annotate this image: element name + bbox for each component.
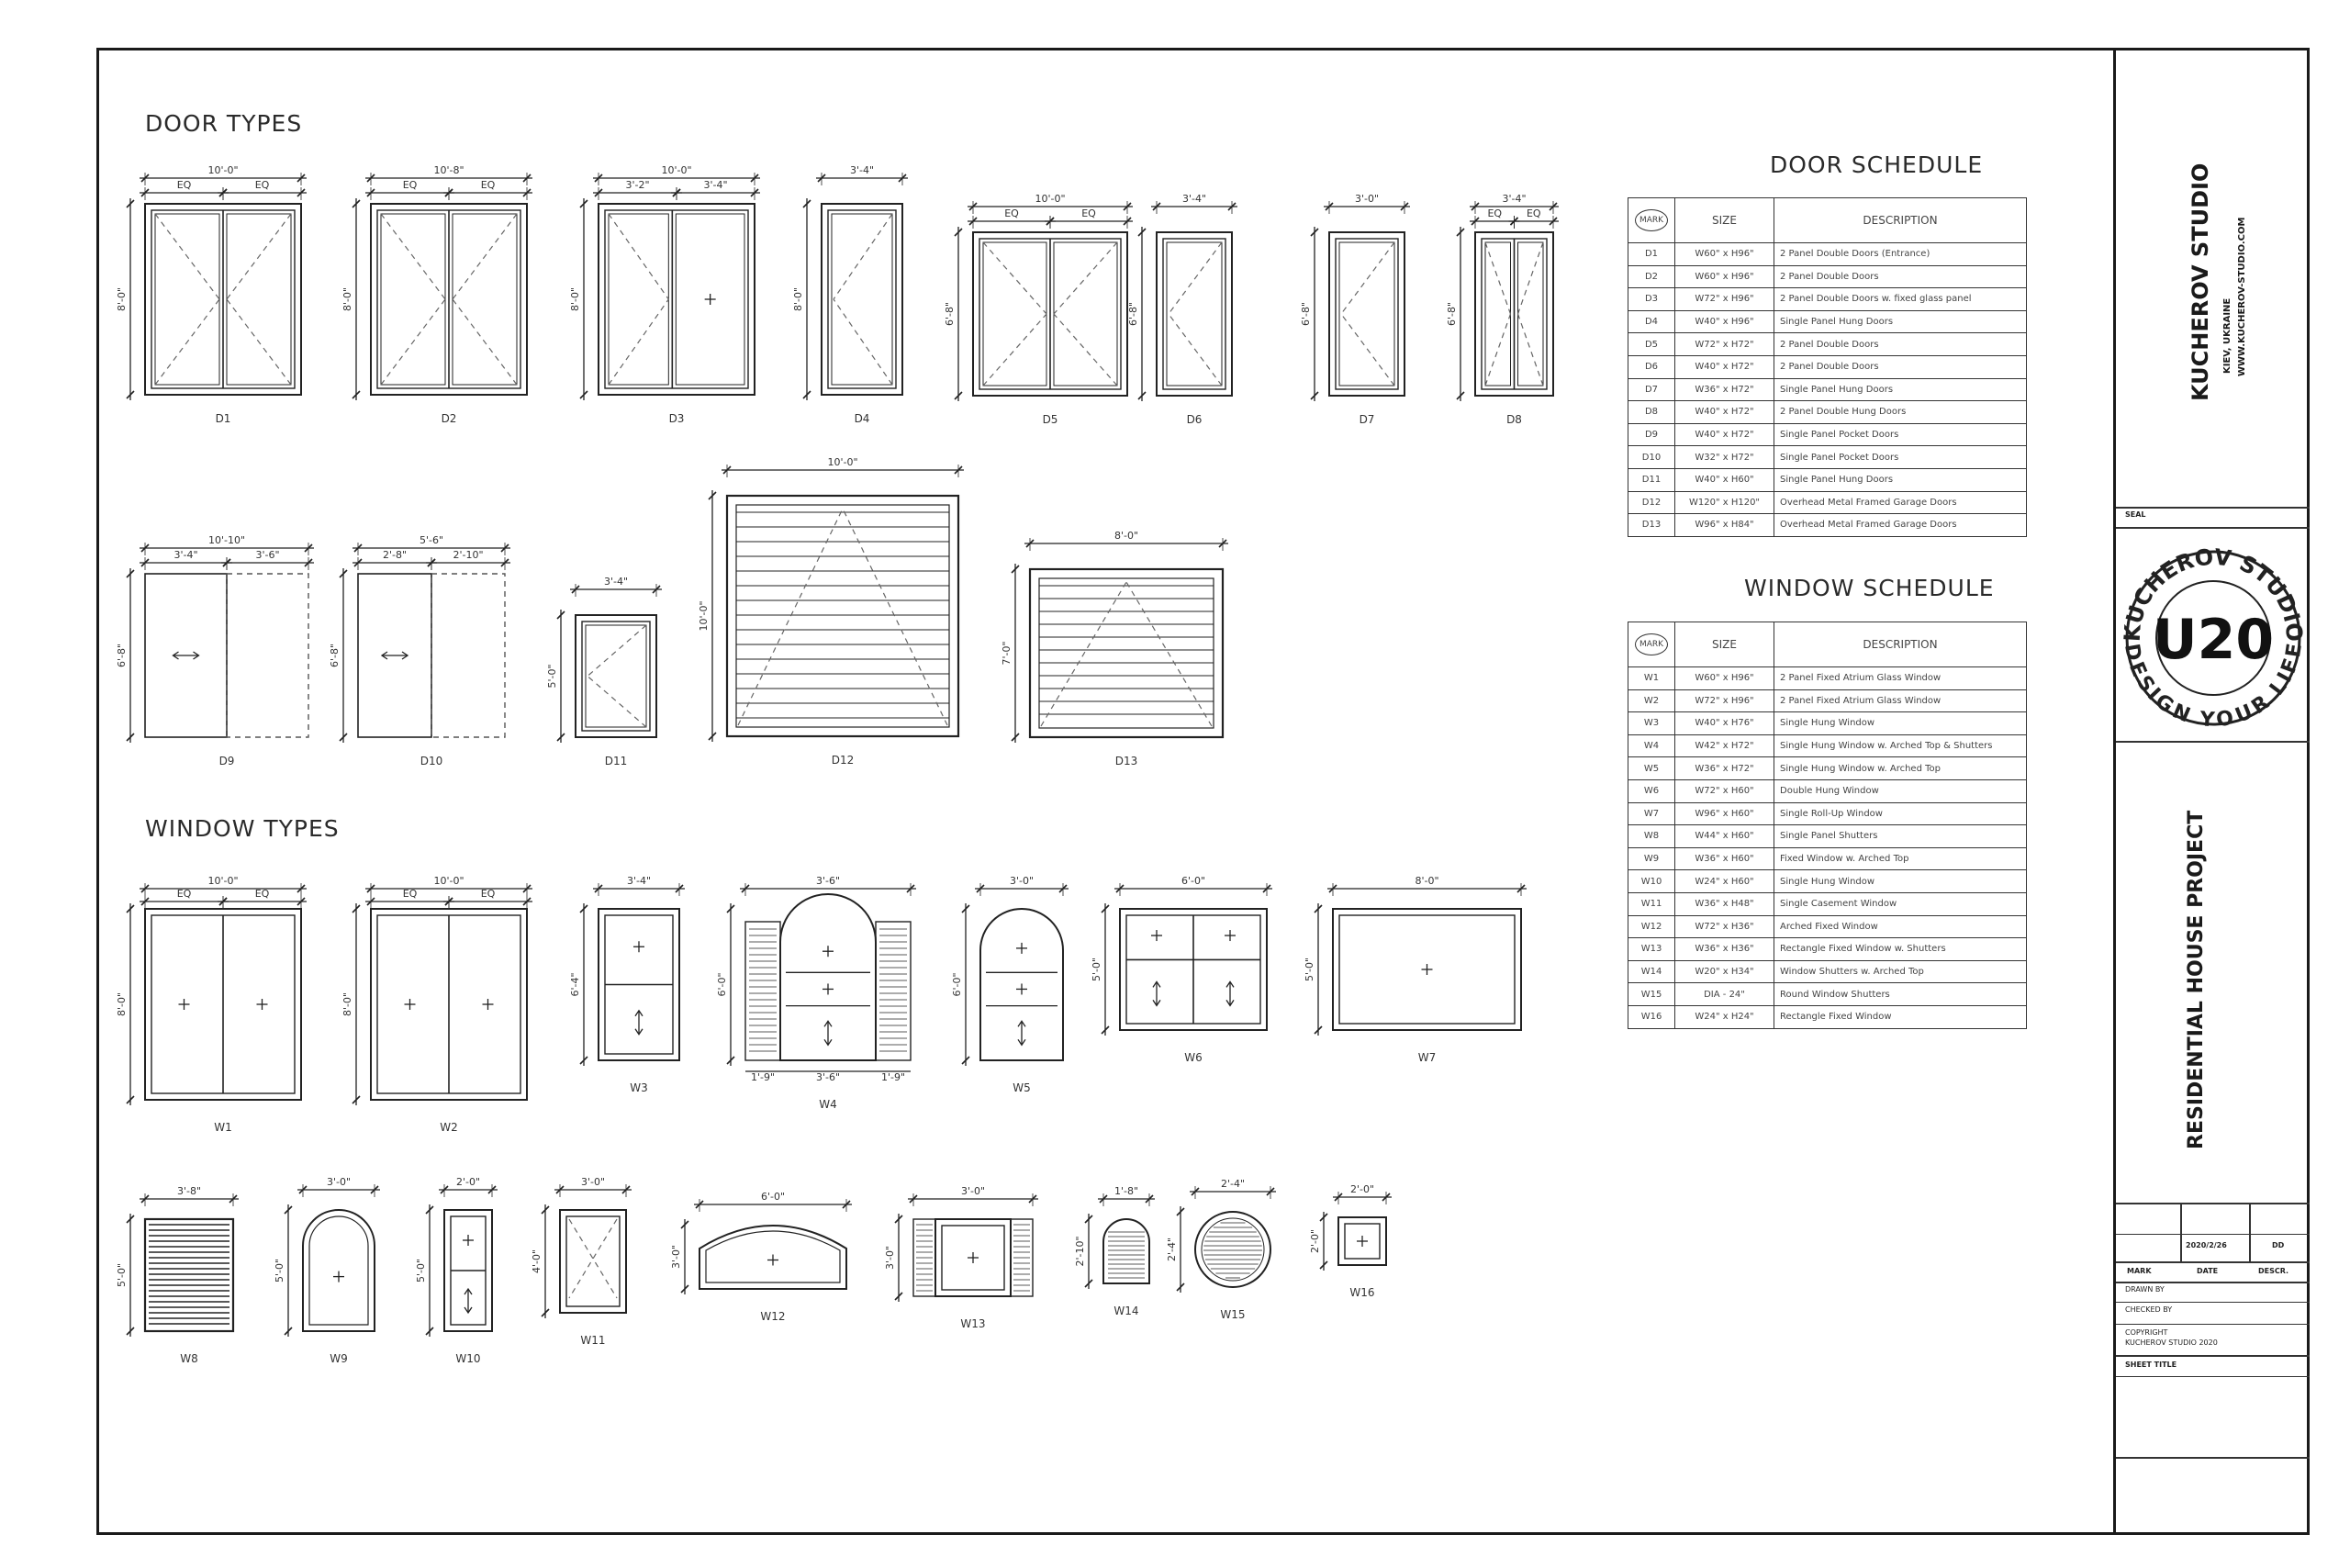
description-cell: Rectangle Fixed Window [1774,1005,2027,1028]
height-dimension: 2'-0" [1309,1228,1321,1254]
description-cell: Single Panel Shutters [1774,825,2027,848]
height-dimension: 5'-0" [546,664,558,689]
width-dimension: 3'-0" [1009,875,1035,887]
window-elevation-1 [116,875,307,1134]
size-cell: W36" x H72" [1675,378,1774,401]
schedule-row [1628,712,2027,735]
window-elevation-10 [415,1176,498,1365]
stamp-center-text: U20 [2152,608,2275,672]
item-label: W1 [214,1121,232,1134]
sub-dimension: 2'-10" [453,549,484,561]
door-elevation-8 [1446,193,1559,426]
door-elevation-13 [1001,530,1228,767]
width-dimension: 1'-8" [1113,1185,1139,1197]
window-elevation-9 [274,1176,380,1365]
item-label: D13 [1114,755,1138,767]
schedule-row [1628,265,2027,288]
title-block [2113,48,2310,1535]
schedule-row [1628,288,2027,311]
description-cell: Single Hung Window [1774,712,2027,735]
size-cell: W96" x H84" [1675,514,1774,537]
description-cell: 2 Panel Double Doors w. fixed glass panel [1774,288,2027,311]
description-cell: Overhead Metal Framed Garage Doors [1774,491,2027,514]
size-cell: W40" x H60" [1675,468,1774,491]
window-elevation-12 [670,1191,852,1323]
door-schedule-header [1628,198,2027,243]
window-elevation-16 [1309,1183,1392,1299]
mark-cell: W1 [1628,667,1675,690]
item-label: W9 [330,1352,348,1365]
studio-location: KIEV, UKRAINE [2222,297,2232,374]
item-label: D8 [1506,413,1522,426]
schedule-row [1628,243,2027,266]
schedule-row [1628,401,2027,424]
sub-dimension: 3'-2" [625,179,650,191]
size-cell: W72" x H60" [1675,779,1774,802]
size-cell: W42" x H72" [1675,734,1774,757]
window-elevation-2 [341,875,532,1134]
description-cell: Single Hung Window [1774,870,2027,893]
item-label: W13 [960,1317,986,1330]
schedule-row [1628,689,2027,712]
project-title: RESIDENTIAL HOUSE PROJECT [2185,810,2208,1149]
size-cell: W72" x H96" [1675,288,1774,311]
revision-date: 2020/2/26 [2186,1241,2227,1249]
sub-dimension: EQ [176,888,192,900]
size-cell: W60" x H96" [1675,265,1774,288]
height-dimension: 5'-0" [415,1258,427,1283]
window-elevation-14 [1074,1185,1155,1317]
schedule-row [1628,310,2027,333]
size-cell: W36" x H48" [1675,892,1774,915]
item-label: D5 [1042,413,1058,426]
size-cell: W36" x H72" [1675,757,1774,780]
height-dimension: 4'-0" [531,1249,543,1274]
mark-cell: W14 [1628,960,1675,983]
mark-cell: D1 [1628,243,1675,266]
width-dimension: 8'-0" [1113,530,1139,542]
size-cell: W32" x H72" [1675,446,1774,469]
sub-dimension: 3'-4" [703,179,728,191]
height-dimension: 10'-0" [698,600,710,632]
door-elevation-9 [116,534,314,767]
height-dimension: 5'-0" [1304,957,1315,982]
size-cell: W120" x H120" [1675,491,1774,514]
size-cell: W60" x H96" [1675,243,1774,266]
description-cell: Overhead Metal Framed Garage Doors [1774,514,2027,537]
sub-dimension: EQ [254,179,270,191]
sub-dimension: 1'-9" [880,1071,906,1083]
height-dimension: 6'-4" [569,972,581,997]
height-dimension: 6'-8" [329,643,341,668]
mark-cell: W10 [1628,870,1675,893]
width-dimension: 3'-6" [815,875,841,887]
mark-cell: W16 [1628,1005,1675,1028]
sheet-title: SHEET TITLE [2125,1361,2177,1369]
mark-cell: D6 [1628,355,1675,378]
width-dimension: 3'-4" [849,164,875,176]
height-dimension: 8'-0" [116,991,128,1017]
description-cell: Round Window Shutters [1774,983,2027,1006]
item-label: D7 [1359,413,1375,426]
size-cell: W40" x H72" [1675,355,1774,378]
item-label: D6 [1186,413,1203,426]
mark-cell: W13 [1628,938,1675,961]
width-dimension: 3'-4" [1181,193,1207,205]
width-dimension: 6'-0" [760,1191,786,1203]
item-label: D4 [854,412,870,425]
width-dimension: 2'-0" [1349,1183,1375,1195]
width-dimension: 3'-0" [326,1176,352,1188]
description-cell: Double Hung Window [1774,779,2027,802]
item-label: W14 [1113,1305,1139,1317]
width-dimension: 3'-4" [626,875,652,887]
height-dimension: 8'-0" [569,286,581,312]
mark-cell: D9 [1628,423,1675,446]
sub-dimension: EQ [254,888,270,900]
door-elevation-6 [1127,193,1237,426]
sub-dimension: EQ [1487,207,1503,219]
sub-dimension: EQ [480,179,496,191]
schedule-row [1628,1005,2027,1028]
size-cell: DIA - 24" [1675,983,1774,1006]
size-cell: W40" x H76" [1675,712,1774,735]
window-elevation-5 [951,875,1069,1094]
col-mark: MARK [2127,1267,2152,1275]
height-dimension: 8'-0" [341,286,353,312]
description-header: DESCRIPTION [1774,622,2027,667]
studio-seal-stamp [2116,530,2310,759]
width-dimension: 10'-10" [207,534,246,546]
mark-cell: W9 [1628,847,1675,870]
checked-by: CHECKED BY [2125,1305,2173,1314]
description-cell: Single Panel Pocket Doors [1774,423,2027,446]
mark-cell: D4 [1628,310,1675,333]
mark-cell: D2 [1628,265,1675,288]
width-dimension: 10'-0" [433,875,464,887]
window-elevation-4 [716,875,916,1111]
item-label: D1 [215,412,231,425]
width-dimension: 10'-0" [827,456,858,468]
sub-dimension: EQ [1526,207,1541,219]
description-cell: 2 Panel Double Hung Doors [1774,401,2027,424]
description-cell: 2 Panel Double Doors [1774,265,2027,288]
size-cell: W24" x H24" [1675,1005,1774,1028]
mark-cell: D12 [1628,491,1675,514]
description-cell: Single Panel Hung Doors [1774,468,2027,491]
width-dimension: 3'-4" [1502,193,1527,205]
height-dimension: 3'-0" [884,1245,896,1271]
sub-dimension: 3'-6" [815,1071,841,1083]
door-elevation-1 [116,164,307,425]
door-elevation-12 [698,456,964,767]
width-dimension: 5'-6" [419,534,444,546]
window-elevation-11 [531,1176,632,1347]
schedule-row [1628,870,2027,893]
description-cell: Window Shutters w. Arched Top [1774,960,2027,983]
size-header: SIZE [1675,622,1774,667]
schedule-row [1628,825,2027,848]
item-label: D9 [218,755,235,767]
copyright-line-2: KUCHEROV STUDIO 2020 [2125,1338,2218,1347]
window-schedule-title: WINDOW SCHEDULE [1744,575,1995,601]
schedule-row [1628,468,2027,491]
height-dimension: 6'-0" [716,972,728,997]
description-cell: Single Casement Window [1774,892,2027,915]
schedule-row [1628,960,2027,983]
height-dimension: 6'-0" [951,972,963,997]
width-dimension: 3'-0" [580,1176,606,1188]
schedule-row [1628,333,2027,356]
height-dimension: 5'-0" [274,1258,285,1283]
description-cell: Single Hung Window w. Arched Top & Shutters [1774,734,2027,757]
mark-cell: W7 [1628,802,1675,825]
item-label: D2 [441,412,457,425]
item-label: W15 [1220,1308,1246,1321]
mark-cell: W11 [1628,892,1675,915]
width-dimension: 3'-0" [1354,193,1380,205]
window-schedule-header [1628,622,2027,667]
item-label: D3 [668,412,685,425]
mark-cell: W15 [1628,983,1675,1006]
seal-label: SEAL [2125,510,2146,519]
revision-desc: DD [2272,1241,2285,1249]
mark-header: MARK [1635,633,1668,655]
width-dimension: 10'-0" [1035,193,1066,205]
sub-dimension: 3'-6" [255,549,280,561]
door-elevation-7 [1300,193,1410,426]
sub-dimension: EQ [1004,207,1019,219]
mark-header: MARK [1635,209,1668,231]
description-cell: 2 Panel Double Doors (Entrance) [1774,243,2027,266]
size-cell: W96" x H60" [1675,802,1774,825]
size-cell: W40" x H96" [1675,310,1774,333]
mark-cell: D7 [1628,378,1675,401]
height-dimension: 8'-0" [792,286,804,312]
size-cell: W72" x H96" [1675,689,1774,712]
height-dimension: 5'-0" [1091,957,1102,982]
item-label: W7 [1417,1051,1437,1064]
schedule-row [1628,378,2027,401]
height-dimension: 2'-10" [1074,1236,1086,1267]
schedule-row [1628,938,2027,961]
size-cell: W44" x H60" [1675,825,1774,848]
mark-cell: W8 [1628,825,1675,848]
item-label: W4 [819,1098,837,1111]
schedule-row [1628,355,2027,378]
description-cell: Single Hung Window w. Arched Top [1774,757,2027,780]
window-elevation-8 [116,1185,239,1365]
item-label: W10 [455,1352,481,1365]
width-dimension: 8'-0" [1415,875,1439,887]
height-dimension: 6'-8" [1300,301,1312,327]
schedule-row [1628,514,2027,537]
description-cell: 2 Panel Fixed Atrium Glass Window [1774,667,2027,690]
mark-cell: W5 [1628,757,1675,780]
height-dimension: 6'-8" [1446,301,1458,327]
sub-dimension: 1'-9" [750,1071,776,1083]
schedule-row [1628,779,2027,802]
col-descr: DESCR. [2258,1267,2289,1275]
item-label: W6 [1184,1051,1203,1064]
width-dimension: 3'-0" [960,1185,986,1197]
studio-name: KUCHEROV STUDIO [2188,162,2213,401]
schedule-row [1628,847,2027,870]
width-dimension: 6'-0" [1181,875,1206,887]
size-header: SIZE [1675,198,1774,243]
schedule-row [1628,757,2027,780]
item-label: W12 [760,1310,786,1323]
door-elevation-11 [546,576,662,767]
width-dimension: 10'-8" [433,164,464,176]
sub-dimension: EQ [402,179,418,191]
window-schedule-table [1628,622,2027,1029]
mark-cell: W4 [1628,734,1675,757]
sub-dimension: EQ [176,179,192,191]
sub-dimension: EQ [402,888,418,900]
description-cell: Single Roll-Up Window [1774,802,2027,825]
description-cell: Single Panel Pocket Doors [1774,446,2027,469]
height-dimension: 7'-0" [1001,641,1013,666]
copyright-line-1: COPYRIGHT [2125,1328,2168,1337]
schedule-row [1628,983,2027,1006]
window-elevation-6 [1091,875,1272,1064]
mark-cell: D3 [1628,288,1675,311]
mark-cell: W12 [1628,915,1675,938]
window-elevation-15 [1166,1178,1276,1321]
width-dimension: 3'-8" [176,1185,202,1197]
schedule-row [1628,491,2027,514]
sub-dimension: 3'-4" [173,549,198,561]
size-cell: W72" x H36" [1675,915,1774,938]
door-schedule-table [1628,197,2027,537]
item-label: W8 [180,1352,198,1365]
size-cell: W60" x H96" [1675,667,1774,690]
size-cell: W40" x H72" [1675,423,1774,446]
schedule-row [1628,446,2027,469]
sub-dimension: 2'-8" [382,549,408,561]
description-cell: 2 Panel Double Doors [1774,355,2027,378]
sub-dimension: EQ [480,888,496,900]
item-label: D11 [604,755,628,767]
mark-cell: W3 [1628,712,1675,735]
schedule-row [1628,802,2027,825]
item-label: W3 [630,1081,648,1094]
door-elevation-10 [329,534,510,767]
stamp-bottom-text: DESIGN YOUR LIFE [2119,642,2307,733]
description-cell: 2 Panel Fixed Atrium Glass Window [1774,689,2027,712]
schedule-row [1628,915,2027,938]
size-cell: W72" x H72" [1675,333,1774,356]
height-dimension: 6'-8" [1127,301,1139,327]
mark-cell: D11 [1628,468,1675,491]
size-cell: W20" x H34" [1675,960,1774,983]
drawn-by: DRAWN BY [2125,1285,2165,1294]
height-dimension: 5'-0" [116,1262,128,1288]
mark-cell: D8 [1628,401,1675,424]
width-dimension: 3'-4" [603,576,629,588]
window-elevation-7 [1304,875,1527,1064]
schedule-row [1628,734,2027,757]
description-cell: Arched Fixed Window [1774,915,2027,938]
schedule-row [1628,423,2027,446]
height-dimension: 8'-0" [116,286,128,312]
description-cell: Rectangle Fixed Window w. Shutters [1774,938,2027,961]
door-elevation-2 [341,164,532,425]
door-types-title: DOOR TYPES [145,110,303,137]
height-dimension: 6'-8" [116,643,128,668]
door-elevation-4 [792,164,908,425]
height-dimension: 8'-0" [341,991,353,1017]
item-label: W16 [1349,1286,1375,1299]
size-cell: W24" x H60" [1675,870,1774,893]
window-types-title: WINDOW TYPES [145,815,340,842]
studio-website: WWW.KUCHEROV-STUDIO.COM [2237,217,2247,376]
size-cell: W36" x H60" [1675,847,1774,870]
size-cell: W40" x H72" [1675,401,1774,424]
mark-cell: W2 [1628,689,1675,712]
item-label: W5 [1013,1081,1031,1094]
description-header: DESCRIPTION [1774,198,2027,243]
schedule-row [1628,892,2027,915]
size-cell: W36" x H36" [1675,938,1774,961]
width-dimension: 10'-0" [207,164,239,176]
schedule-row [1628,667,2027,690]
width-dimension: 2'-0" [455,1176,481,1188]
height-dimension: 3'-0" [670,1244,682,1270]
item-label: W2 [440,1121,458,1134]
description-cell: Single Panel Hung Doors [1774,310,2027,333]
col-date: DATE [2197,1267,2219,1275]
width-dimension: 10'-0" [661,164,692,176]
item-label: D12 [831,754,855,767]
door-elevation-5 [944,193,1133,426]
window-elevation-13 [884,1185,1038,1330]
sub-dimension: EQ [1081,207,1096,219]
description-cell: Fixed Window w. Arched Top [1774,847,2027,870]
width-dimension: 10'-0" [207,875,239,887]
mark-cell: D10 [1628,446,1675,469]
mark-cell: W6 [1628,779,1675,802]
door-elevation-3 [569,164,760,425]
item-label: W11 [580,1334,606,1347]
door-schedule-title: DOOR SCHEDULE [1770,151,1984,178]
mark-cell: D13 [1628,514,1675,537]
window-elevation-3 [569,875,685,1094]
item-label: D10 [420,755,443,767]
height-dimension: 6'-8" [944,301,956,327]
description-cell: Single Panel Hung Doors [1774,378,2027,401]
mark-cell: D5 [1628,333,1675,356]
width-dimension: 2'-4" [1220,1178,1246,1190]
stamp-top-text: KUCHEROV STUDIO [2119,543,2308,643]
description-cell: 2 Panel Double Doors [1774,333,2027,356]
height-dimension: 2'-4" [1166,1237,1178,1262]
